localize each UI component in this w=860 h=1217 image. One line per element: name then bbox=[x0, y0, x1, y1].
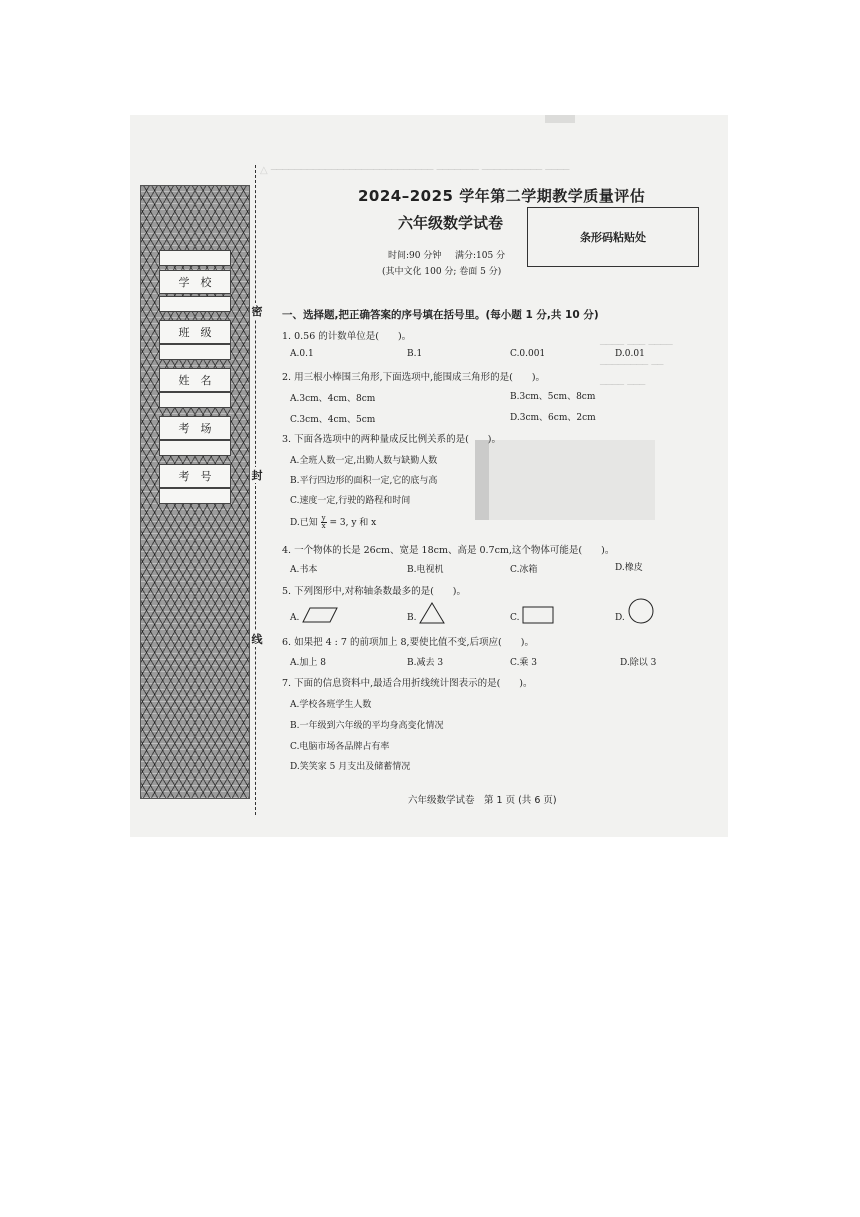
option-d: D.3cm、6cm、2cm bbox=[510, 413, 596, 423]
exam-time: 时间:90 分钟 bbox=[388, 251, 442, 261]
seal-line bbox=[255, 165, 256, 815]
option-b: B. bbox=[407, 613, 417, 623]
school-label: 学 校 bbox=[159, 270, 231, 294]
option-d-suffix: = 3, y 和 x bbox=[329, 518, 377, 528]
number-label: 考 号 bbox=[159, 464, 231, 488]
class-label: 班 级 bbox=[159, 320, 231, 344]
option-c: C.冰箱 bbox=[510, 565, 538, 575]
room-blank bbox=[159, 392, 231, 408]
option-c: C.3cm、4cm、5cm bbox=[290, 415, 376, 425]
page-footer: 六年级数学试卷 第 1 页 (共 6 页) bbox=[408, 795, 557, 806]
option-c: C.乘 3 bbox=[510, 658, 538, 668]
seal-mark: 线 bbox=[251, 633, 263, 646]
option-a: A.全班人数一定,出勤人数与缺勤人数 bbox=[290, 456, 438, 466]
question-stem: 1. 0.56 的计数单位是( )。 bbox=[282, 331, 412, 342]
exam-score-breakdown: (其中文化 100 分; 卷面 5 分) bbox=[382, 267, 502, 277]
school-blank bbox=[159, 250, 231, 266]
option-b: B.减去 3 bbox=[407, 658, 444, 668]
option-d: D.0.01 bbox=[615, 349, 645, 359]
number-blank bbox=[159, 440, 231, 456]
circle-icon bbox=[627, 597, 655, 625]
question-stem: 6. 如果把 4 : 7 的前项加上 8,要使比值不变,后项应( )。 bbox=[282, 637, 534, 648]
option-d bbox=[290, 515, 376, 530]
option-b: B.平行四边形的面积一定,它的底与高 bbox=[290, 476, 438, 486]
bleed-through-text: ──── ─── bbox=[600, 380, 646, 391]
option-a: A.3cm、4cm、8cm bbox=[290, 394, 376, 404]
option-b: B.一年级到六年级的平均身高变化情况 bbox=[290, 721, 444, 731]
bleed-through-text: △ ─────────────────────────── ─────── ────────── ──── bbox=[260, 165, 570, 176]
bleed-through-bar bbox=[475, 440, 489, 520]
scanned-exam-page bbox=[130, 115, 728, 837]
option-c: C. bbox=[510, 613, 520, 623]
name-blank bbox=[159, 344, 231, 360]
question-stem: 5. 下列图形中,对称轴条数最多的是( )。 bbox=[282, 586, 467, 597]
bleed-through-text: ──── ─── ──── bbox=[600, 340, 673, 351]
exam-full-score: 满分:105 分 bbox=[455, 251, 506, 261]
question-stem: 2. 用三根小棒围三角形,下面选项中,能围成三角形的是( )。 bbox=[282, 372, 546, 383]
question-stem: 4. 一个物体的长是 26cm、宽是 18cm、高是 0.7cm,这个物体可能是( )。 bbox=[282, 545, 615, 556]
option-c: C.速度一定,行驶的路程和时间 bbox=[290, 496, 411, 506]
option-a: A.学校各班学生人数 bbox=[290, 700, 372, 710]
option-a: A.0.1 bbox=[290, 349, 314, 359]
scan-stain bbox=[545, 115, 575, 123]
fraction-y-over-x bbox=[321, 515, 327, 530]
option-d-prefix: D.已知 bbox=[290, 518, 318, 528]
seal-mark: 密 bbox=[251, 305, 263, 318]
option-c: C.0.001 bbox=[510, 349, 546, 359]
class-blank bbox=[159, 296, 231, 312]
option-a: A.书本 bbox=[290, 565, 318, 575]
option-a: A.加上 8 bbox=[290, 658, 326, 668]
triangle-icon bbox=[419, 602, 445, 624]
question-stem: 3. 下面各选项中的两种量成反比例关系的是( )。 bbox=[282, 434, 501, 445]
seal-mark: 封 bbox=[251, 469, 263, 482]
section-heading: 一、选择题,把正确答案的序号填在括号里。(每小题 1 分,共 10 分) bbox=[282, 309, 599, 321]
fraction-numerator: y bbox=[321, 514, 326, 522]
bleed-through-chart bbox=[475, 440, 655, 520]
question-stem: 7. 下面的信息资料中,最适合用折线统计图表示的是( )。 bbox=[282, 678, 533, 689]
option-b: B.3cm、5cm、8cm bbox=[510, 392, 596, 402]
bleed-through-text: ──────── ── bbox=[600, 360, 664, 371]
exam-title: 2024–2025 学年第二学期教学质量评估 bbox=[358, 187, 646, 205]
exam-subtitle: 六年级数学试卷 bbox=[398, 214, 504, 232]
option-d: D.橡皮 bbox=[615, 563, 643, 573]
rectangle-icon bbox=[522, 606, 554, 624]
name-label: 姓 名 bbox=[159, 368, 231, 392]
option-d: D.笑笑家 5 月支出及储蓄情况 bbox=[290, 762, 411, 772]
fraction-denominator: x bbox=[321, 522, 326, 530]
option-d: D. bbox=[615, 613, 625, 623]
option-d: D.除以 3 bbox=[620, 658, 657, 668]
option-b: B.电视机 bbox=[407, 565, 444, 575]
binding-panel bbox=[140, 185, 250, 799]
room-label: 考 场 bbox=[159, 416, 231, 440]
barcode-area: 条形码粘贴处 bbox=[527, 207, 699, 267]
parallelogram-icon bbox=[302, 607, 338, 623]
number-blank-2 bbox=[159, 488, 231, 504]
option-a: A. bbox=[290, 613, 300, 623]
option-b: B.1 bbox=[407, 349, 423, 359]
option-c: C.电脑市场各品牌占有率 bbox=[290, 742, 390, 752]
